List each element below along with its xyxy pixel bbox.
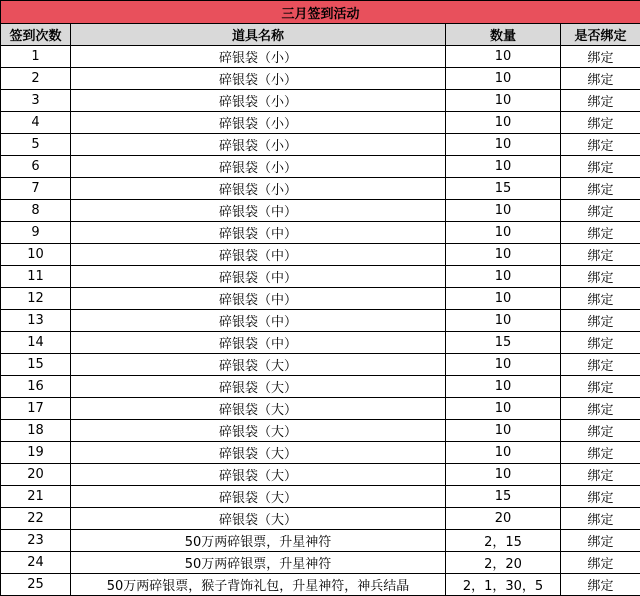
cell-item-name: 碎银袋（小）: [71, 178, 446, 200]
cell-bound-status: 绑定: [561, 530, 640, 552]
cell-signin-count: 22: [1, 508, 71, 530]
cell-signin-count: 19: [1, 442, 71, 464]
table-row: [1, 530, 640, 552]
cell-signin-count: 17: [1, 398, 71, 420]
cell-bound-status: 绑定: [561, 222, 640, 244]
cell-signin-count: 9: [1, 222, 71, 244]
cell-item-name: 碎银袋（小）: [71, 68, 446, 90]
cell-item-name: 碎银袋（小）: [71, 112, 446, 134]
cell-signin-count: 8: [1, 200, 71, 222]
table-row: [1, 398, 640, 420]
table-row: [1, 552, 640, 574]
cell-bound-status: 绑定: [561, 376, 640, 398]
cell-signin-count: 24: [1, 552, 71, 574]
table-row: [1, 464, 640, 486]
cell-quantity: 10: [446, 420, 561, 442]
cell-signin-count: 25: [1, 574, 71, 596]
cell-signin-count: 5: [1, 134, 71, 156]
table-row: [1, 222, 640, 244]
cell-signin-count: 10: [1, 244, 71, 266]
cell-item-name: 碎银袋（小）: [71, 134, 446, 156]
cell-bound-status: 绑定: [561, 310, 640, 332]
cell-quantity: 10: [446, 46, 561, 68]
cell-item-name: 碎银袋（小）: [71, 156, 446, 178]
cell-item-name: 碎银袋（中）: [71, 244, 446, 266]
cell-quantity: 15: [446, 486, 561, 508]
table-row: [1, 266, 640, 288]
cell-quantity: 10: [446, 200, 561, 222]
cell-signin-count: 1: [1, 46, 71, 68]
table-row: [1, 288, 640, 310]
cell-item-name: 碎银袋（大）: [71, 508, 446, 530]
cell-signin-count: 3: [1, 90, 71, 112]
cell-bound-status: 绑定: [561, 112, 640, 134]
cell-item-name: 碎银袋（小）: [71, 90, 446, 112]
table-row: [1, 244, 640, 266]
cell-item-name: 碎银袋（小）: [71, 46, 446, 68]
cell-quantity: 10: [446, 222, 561, 244]
cell-quantity: 10: [446, 134, 561, 156]
table-row: [1, 354, 640, 376]
cell-quantity: 10: [446, 376, 561, 398]
cell-quantity: 15: [446, 178, 561, 200]
cell-bound-status: 绑定: [561, 46, 640, 68]
table-row: [1, 178, 640, 200]
table-row: [1, 442, 640, 464]
cell-item-name: 50万两碎银票，猴子背饰礼包，升星神符，神兵结晶: [71, 574, 446, 596]
cell-signin-count: 21: [1, 486, 71, 508]
table-row: [1, 486, 640, 508]
cell-signin-count: 14: [1, 332, 71, 354]
table-row: [1, 376, 640, 398]
table-row: [1, 46, 640, 68]
table-title-row: [1, 1, 640, 24]
cell-signin-count: 15: [1, 354, 71, 376]
column-header-quantity: 数量: [446, 24, 561, 46]
cell-item-name: 碎银袋（大）: [71, 376, 446, 398]
cell-quantity: 2，15: [446, 530, 561, 552]
cell-quantity: 15: [446, 332, 561, 354]
cell-bound-status: 绑定: [561, 178, 640, 200]
cell-quantity: 2，1，30，5: [446, 574, 561, 596]
cell-bound-status: 绑定: [561, 68, 640, 90]
cell-quantity: 10: [446, 266, 561, 288]
cell-item-name: 碎银袋（大）: [71, 354, 446, 376]
cell-item-name: 碎银袋（中）: [71, 222, 446, 244]
table-row: [1, 508, 640, 530]
cell-signin-count: 13: [1, 310, 71, 332]
cell-quantity: 10: [446, 244, 561, 266]
cell-item-name: 碎银袋（中）: [71, 200, 446, 222]
cell-bound-status: 绑定: [561, 332, 640, 354]
table-row: [1, 90, 640, 112]
cell-signin-count: 2: [1, 68, 71, 90]
cell-bound-status: 绑定: [561, 134, 640, 156]
cell-signin-count: 16: [1, 376, 71, 398]
cell-quantity: 10: [446, 398, 561, 420]
column-header-bound: 是否绑定: [561, 24, 640, 46]
cell-bound-status: 绑定: [561, 508, 640, 530]
cell-bound-status: 绑定: [561, 288, 640, 310]
cell-item-name: 碎银袋（大）: [71, 398, 446, 420]
cell-bound-status: 绑定: [561, 442, 640, 464]
cell-bound-status: 绑定: [561, 266, 640, 288]
table-row: [1, 420, 640, 442]
table-body: [1, 46, 640, 596]
cell-signin-count: 18: [1, 420, 71, 442]
table-row: [1, 68, 640, 90]
cell-quantity: 20: [446, 508, 561, 530]
cell-item-name: 50万两碎银票，升星神符: [71, 552, 446, 574]
cell-signin-count: 20: [1, 464, 71, 486]
cell-item-name: 碎银袋（中）: [71, 310, 446, 332]
cell-bound-status: 绑定: [561, 464, 640, 486]
column-header-count: 签到次数: [1, 24, 71, 46]
cell-signin-count: 6: [1, 156, 71, 178]
cell-bound-status: 绑定: [561, 156, 640, 178]
cell-bound-status: 绑定: [561, 574, 640, 596]
cell-quantity: 10: [446, 288, 561, 310]
cell-signin-count: 12: [1, 288, 71, 310]
cell-bound-status: 绑定: [561, 200, 640, 222]
cell-item-name: 碎银袋（大）: [71, 442, 446, 464]
cell-quantity: 10: [446, 442, 561, 464]
cell-item-name: 碎银袋（大）: [71, 420, 446, 442]
cell-bound-status: 绑定: [561, 486, 640, 508]
cell-quantity: 10: [446, 354, 561, 376]
table-title: 三月签到活动: [1, 1, 640, 24]
cell-bound-status: 绑定: [561, 420, 640, 442]
cell-signin-count: 4: [1, 112, 71, 134]
cell-bound-status: 绑定: [561, 90, 640, 112]
cell-signin-count: 11: [1, 266, 71, 288]
cell-quantity: 10: [446, 156, 561, 178]
table-row: [1, 310, 640, 332]
cell-item-name: 碎银袋（中）: [71, 332, 446, 354]
table-row: [1, 156, 640, 178]
cell-item-name: 碎银袋（中）: [71, 288, 446, 310]
cell-bound-status: 绑定: [561, 552, 640, 574]
cell-bound-status: 绑定: [561, 244, 640, 266]
cell-bound-status: 绑定: [561, 398, 640, 420]
column-header-item: 道具名称: [71, 24, 446, 46]
cell-quantity: 10: [446, 310, 561, 332]
cell-quantity: 2，20: [446, 552, 561, 574]
cell-item-name: 碎银袋（大）: [71, 486, 446, 508]
cell-bound-status: 绑定: [561, 354, 640, 376]
cell-quantity: 10: [446, 90, 561, 112]
cell-quantity: 10: [446, 68, 561, 90]
cell-quantity: 10: [446, 112, 561, 134]
table-row: [1, 200, 640, 222]
cell-item-name: 50万两碎银票，升星神符: [71, 530, 446, 552]
table-row: [1, 574, 640, 596]
table-row: [1, 332, 640, 354]
table-row: [1, 134, 640, 156]
cell-item-name: 碎银袋（大）: [71, 464, 446, 486]
cell-quantity: 10: [446, 464, 561, 486]
table-row: [1, 112, 640, 134]
cell-item-name: 碎银袋（中）: [71, 266, 446, 288]
cell-signin-count: 7: [1, 178, 71, 200]
table-header-row: [1, 24, 640, 46]
cell-signin-count: 23: [1, 530, 71, 552]
